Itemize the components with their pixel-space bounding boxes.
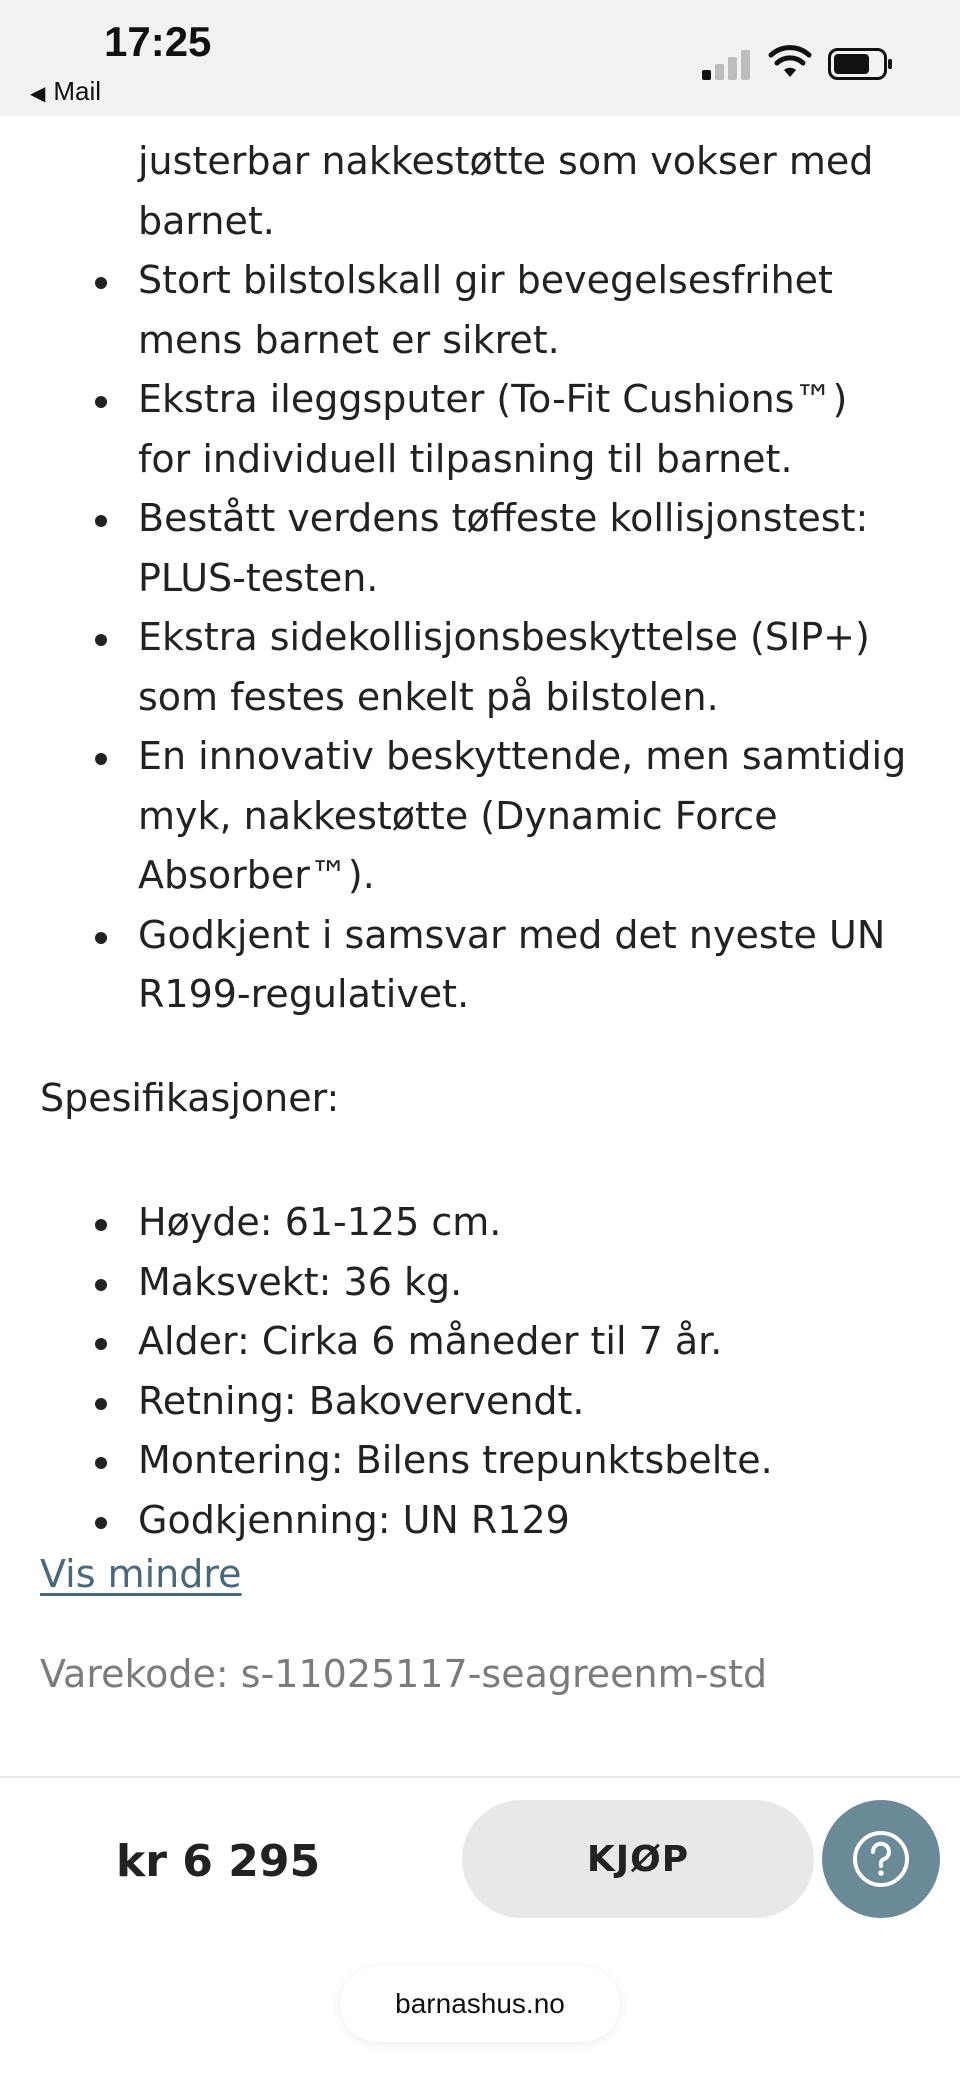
specifications-heading: Spesifikasjoner:: [40, 1076, 340, 1120]
bullet-icon: [95, 277, 107, 289]
bullet-icon: [95, 1219, 107, 1231]
wifi-icon: [768, 44, 812, 80]
feature-text-line: Bestått verdens tøffeste kollisjonstest:: [138, 496, 869, 540]
spec-text: Montering: Bilens trepunktsbelte.: [138, 1438, 773, 1482]
feature-text-line: R199-regulativet.: [138, 972, 470, 1016]
feature-text-line: En innovativ beskyttende, men samtidig: [138, 734, 907, 778]
feature-text-line: som festes enkelt på bilstolen.: [138, 674, 719, 719]
specifications-list: [0, 1193, 960, 1550]
feature-text-line: Ekstra ileggsputer (To-Fit Cushions™): [138, 377, 848, 421]
feature-text-line: mens barnet er sikret.: [138, 317, 560, 362]
bullet-icon: [95, 1338, 107, 1350]
spec-item: [0, 1253, 960, 1313]
feature-item: [0, 370, 960, 489]
help-button[interactable]: [822, 1800, 940, 1918]
bullet-icon: [95, 396, 107, 408]
feature-text-line: myk, nakkestøtte (Dynamic Force: [138, 793, 778, 838]
spec-item: [0, 1312, 960, 1372]
status-time: 17:25: [104, 18, 212, 65]
spec-text: Høyde: 61-125 cm.: [138, 1200, 502, 1244]
spec-item: [0, 1372, 960, 1432]
back-label: Mail: [53, 76, 102, 106]
url-text: barnashus.no: [395, 1988, 565, 2019]
clipped-ean-text: [40, 1762, 640, 1776]
question-circle-icon: [849, 1827, 913, 1891]
bullet-icon: [95, 753, 107, 765]
feature-item: [0, 251, 960, 370]
feature-text-line: Godkjent i samsvar med det nyeste UN: [138, 912, 886, 957]
status-bar: [0, 0, 960, 116]
back-to-mail-button[interactable]: [30, 76, 101, 107]
feature-list: [0, 132, 960, 1025]
spec-item: [0, 1431, 960, 1491]
feature-item: [0, 489, 960, 608]
spec-text: Maksvekt: 36 kg.: [138, 1259, 463, 1304]
show-less-link[interactable]: Vis mindre: [40, 1552, 242, 1596]
bullet-icon: [95, 1457, 107, 1469]
bullet-icon: [95, 932, 107, 944]
bullet-icon: [95, 1279, 107, 1291]
feature-text-line: Ekstra sidekollisjonsbeskyttelse (SIP+): [138, 615, 870, 659]
price-label: kr 6 295: [116, 1836, 321, 1887]
feature-item: [0, 132, 960, 251]
address-bar[interactable]: [340, 1966, 620, 2042]
signal-icon: [702, 48, 752, 80]
back-triangle-icon: ◀: [30, 83, 46, 105]
bullet-icon: [95, 634, 107, 646]
feature-item: [0, 906, 960, 1025]
battery-icon: [828, 48, 894, 80]
purchase-bar: [0, 1776, 960, 2080]
feature-item: [0, 727, 960, 906]
bullet-icon: [95, 1398, 107, 1410]
spec-text: Alder: Cirka 6 måneder til 7 år.: [138, 1319, 723, 1363]
feature-item: [0, 608, 960, 727]
feature-text-line: Stort bilstolskall gir bevegelsesfrihet: [138, 258, 833, 302]
feature-text-line: Absorber™).: [138, 853, 375, 897]
bullet-icon: [95, 515, 107, 527]
spec-text: Retning: Bakovervendt.: [138, 1378, 585, 1423]
spec-item: [0, 1193, 960, 1253]
buy-button[interactable]: KJØP: [462, 1800, 814, 1918]
spec-item: [0, 1491, 960, 1551]
spec-text: Godkjenning: UN R129: [138, 1497, 570, 1542]
feature-text-line: barnet.: [138, 198, 275, 243]
feature-text-line: justerbar nakkestøtte som vokser med: [138, 139, 874, 183]
sku-text: Varekode: s-11025117-seagreenm-std: [40, 1652, 768, 1696]
feature-text-line: for individuell tilpasning til barnet.: [138, 436, 793, 481]
feature-text-line: PLUS-testen.: [138, 555, 379, 600]
bullet-icon: [95, 1517, 107, 1529]
